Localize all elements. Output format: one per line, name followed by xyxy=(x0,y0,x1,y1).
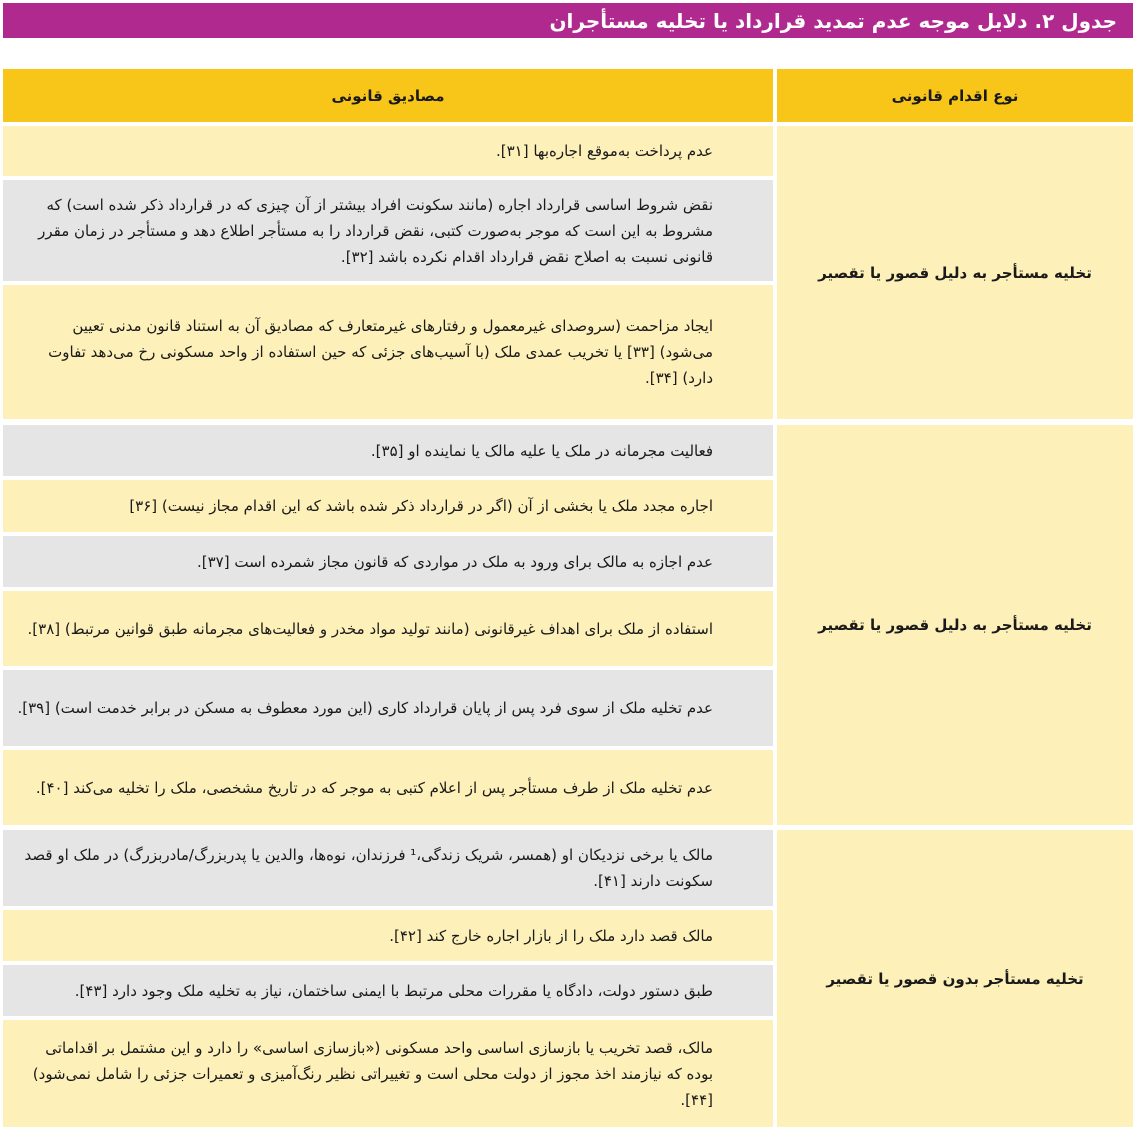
example-cell: طبق دستور دولت، دادگاه یا مقررات محلی مرتبط با ایمنی ساختمان، نیاز به تخلیه ملک وجود دارد [۴۳]. xyxy=(3,965,773,1016)
example-cell: استفاده از ملک برای اهداف غیرقانونی (مانند تولید مواد مخدر و فعالیت‌های مجرمانه طبق قوانین مرتبط) [۳۸]. xyxy=(3,591,773,666)
category-cell: تخلیه مستأجر به دلیل قصور یا تقصیر xyxy=(777,425,1133,825)
example-cell: مالک، قصد تخریب یا بازسازی اساسی واحد مسکونی («بازسازی اساسی» را دارد و این مشتمل بر اقداماتی بوده که نیازمند اخذ مجوز از دولت محلی است و تغییراتی نظیر رنگ‌آمیزی و تعمیرات جزئی را شامل نمی‌شود) [۴۴]. xyxy=(3,1020,773,1127)
example-cell: مالک قصد دارد ملک را از بازار اجاره خارج کند [۴۲]. xyxy=(3,910,773,961)
example-cell: مالک یا برخی نزدیکان او (همسر، شریک زندگی،¹ فرزندان، نوه‌ها، والدین یا پدربزرگ/مادربزرگ) در ملک او قصد سکونت دارند [۴۱]. xyxy=(3,830,773,906)
example-cell: عدم تخلیه ملک از طرف مستأجر پس از اعلام کتبی به موجر که در تاریخ مشخصی، ملک را تخلیه می‌کند [۴۰]. xyxy=(3,750,773,825)
legal-reasons-table xyxy=(3,69,1133,1127)
example-cell: فعالیت مجرمانه در ملک یا علیه مالک یا نماینده او [۳۵]. xyxy=(3,425,773,476)
header-legal-examples: مصادیق قانونی xyxy=(3,69,773,122)
header-legal-action-type: نوع اقدام قانونی xyxy=(777,69,1133,122)
table-title-bar xyxy=(3,3,1133,38)
example-cell: عدم تخلیه ملک از سوی فرد پس از پایان قرارداد کاری (این مورد معطوف به مسکن در برابر خدمت است) [۳۹]. xyxy=(3,670,773,746)
example-cell: اجاره مجدد ملک یا بخشی از آن (اگر در قرارداد ذکر شده باشد که این اقدام مجاز نیست) [۳۶] xyxy=(3,480,773,532)
table-title: جدول ۲. دلایل موجه عدم تمدید قرارداد یا تخلیه مستأجران xyxy=(549,8,1117,33)
example-cell: عدم اجازه به مالک برای ورود به ملک در مواردی که قانون مجاز شمرده است [۳۷]. xyxy=(3,536,773,587)
example-cell: ایجاد مزاحمت (سروصدای غیرمعمول و رفتارهای غیرمتعارف که مصادیق آن به استناد قانون مدنی تعیین می‌شود) [۳۳] یا تخریب عمدی ملک (با آسیب‌های جزئی که حین استفاده از واحد مسکونی رخ می‌دهد تفاوت دارد) [۳۴]. xyxy=(3,285,773,419)
category-cell: تخلیه مستأجر به دلیل قصور یا تقصیر xyxy=(777,126,1133,419)
example-cell: نقض شروط اساسی قرارداد اجاره (مانند سکونت افراد بیشتر از آن چیزی که در قرارداد ذکر شده است) که مشروط به این است که موجر به‌صورت کتبی، نقض قرارداد را به مستأجر اطلاع دهد و مستأجر در زمان مقرر قانونی نسبت به اصلاح نقض قرارداد اقدام نکرده باشد [۳۲]. xyxy=(3,180,773,281)
example-cell: عدم پرداخت به‌موقع اجاره‌بها [۳۱]. xyxy=(3,126,773,176)
category-cell: تخلیه مستأجر بدون قصور یا تقصیر xyxy=(777,830,1133,1127)
